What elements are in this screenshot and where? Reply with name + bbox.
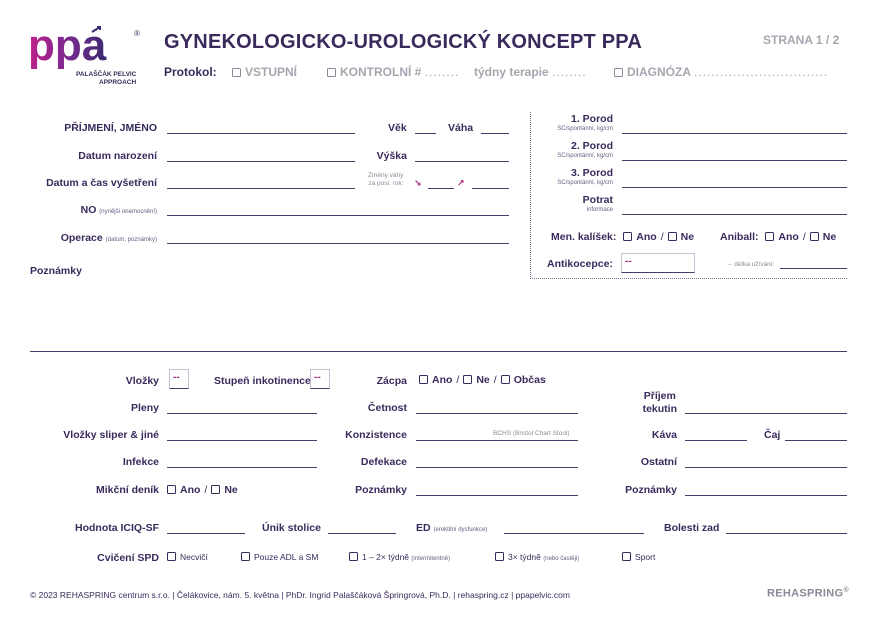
defekace-field[interactable] [416, 467, 578, 468]
konzistence-label: Konzistence [345, 429, 407, 441]
men-kalisek-ne-checkbox[interactable] [668, 232, 677, 241]
cviceni-opt2[interactable]: Pouze ADL a SM [241, 552, 318, 562]
opt1-checkbox[interactable] [167, 552, 176, 561]
page-number: STRANA 1 / 2 [763, 33, 840, 47]
no-field[interactable] [167, 215, 509, 216]
operace-field[interactable] [167, 243, 509, 244]
bolesti-label: Bolesti zad [664, 522, 720, 534]
kava-field[interactable] [685, 440, 747, 441]
cviceni-opt4[interactable]: 3× týdně (nebo častěji) [495, 552, 579, 562]
cviceni-opt3[interactable]: 1 – 2× týdně (intermitentně) [349, 552, 450, 562]
porod1-field[interactable] [622, 133, 847, 134]
potrat-label: Potrat informace [582, 194, 613, 213]
stupen-label: Stupeň inkotinence [214, 375, 311, 387]
svg-text:ppa: ppa [28, 26, 107, 70]
vaha-label: Váha [448, 122, 474, 134]
porod2-label: 2. Porod SC/spontánní, kg/cm [557, 140, 613, 159]
opt2-checkbox[interactable] [241, 552, 250, 561]
prijmeni-label: PŘÍJMENÍ, JMÉNO [64, 122, 157, 134]
logo-subtitle-1: PALAŠČÁK PELVIC [76, 71, 137, 78]
page-title: GYNEKOLOGICKO-UROLOGICKÝ KONCEPT PPA [164, 31, 642, 53]
mikcni-options: Ano / Ne [167, 484, 238, 496]
aniball-ano-checkbox[interactable] [765, 232, 774, 241]
prijem-label: Příjem tekutin [642, 390, 677, 415]
zacpa-obcas-checkbox[interactable] [501, 375, 510, 384]
no-label: NO (nynější onemocnění) [80, 204, 157, 216]
delka-field[interactable] [780, 268, 847, 269]
vaha-field[interactable] [481, 133, 509, 134]
opt5-checkbox[interactable] [622, 552, 631, 561]
antikoncepce-label: Antikocepce: [547, 258, 613, 270]
kava-label: Káva [651, 429, 677, 441]
pleny-field[interactable] [167, 413, 317, 414]
ostatni-field[interactable] [685, 467, 847, 468]
prijmeni-field[interactable] [167, 133, 355, 134]
svg-text:®: ® [134, 29, 140, 38]
antikoncepce-select[interactable]: -- [621, 253, 695, 273]
aniball-row: Aniball: Ano / Ne [720, 231, 837, 243]
caj-label: Čaj [764, 429, 781, 441]
caj-field[interactable] [785, 440, 847, 441]
cetnost-field[interactable] [416, 413, 578, 414]
potrat-field[interactable] [622, 214, 847, 215]
porod3-label: 3. Porod SC/spontánní, kg/cm [557, 167, 613, 186]
weight-up-icon: ↗ [457, 178, 465, 188]
ostatni-label: Ostatní [640, 456, 677, 468]
bolesti-field[interactable] [726, 533, 847, 534]
vstupni-checkbox[interactable] [232, 68, 241, 77]
zacpa-ne-checkbox[interactable] [463, 375, 472, 384]
poznamky-label: Poznámky [30, 265, 82, 277]
zacpa-options: Ano / Ne / Občas [419, 374, 546, 386]
zacpa-label: Zácpa [376, 375, 407, 387]
iciq-field[interactable] [167, 533, 245, 534]
poznamky-right-label: Poznámky [625, 484, 677, 496]
ed-label: ED (erektilní dysfunkce) [416, 522, 488, 534]
unik-field[interactable] [328, 533, 396, 534]
weight-up-field[interactable] [472, 188, 509, 189]
vyska-label: Výška [376, 150, 407, 162]
defekace-label: Defekace [360, 456, 407, 468]
men-kalisek-ano-checkbox[interactable] [623, 232, 632, 241]
ed-field[interactable] [504, 533, 644, 534]
bchs-hint: BCHS (Bristol Chart Stool) [493, 430, 570, 437]
footer-brand: REHASPRING® [767, 587, 849, 600]
unik-label: Únik stolice [262, 522, 321, 534]
poznamky-right-field[interactable] [685, 495, 847, 496]
footer-text: © 2023 REHASPRING centrum s.r.o. | Čelákovice, nám. 5. května | PhDr. Ingrid Palaščáková Špringrová, Ph.D. | rehaspring.cz | ppapelvic.com [30, 590, 570, 600]
vek-field[interactable] [415, 133, 436, 134]
cviceni-opt1[interactable]: Necvičí [167, 552, 208, 562]
porod3-field[interactable] [622, 187, 847, 188]
mikcni-ano-checkbox[interactable] [167, 485, 176, 494]
diagnoza-checkbox[interactable] [614, 68, 623, 77]
logo-subtitle-2: APPROACH [99, 79, 137, 86]
kontrolni-checkbox[interactable] [327, 68, 336, 77]
kontrolni-option[interactable]: KONTROLNÍ # ........ [327, 65, 459, 79]
datum-narozeni-label: Datum narození [78, 150, 157, 162]
poznamky-mid-field[interactable] [416, 495, 578, 496]
tydny-terapie: týdny terapie ........ [474, 65, 587, 79]
infekce-label: Infekce [122, 456, 159, 468]
opt3-checkbox[interactable] [349, 552, 358, 561]
poznamky-mid-label: Poznámky [355, 484, 407, 496]
operace-label: Operace (datum, poznámky) [60, 232, 157, 244]
vlozky-sliper-label: Vložky sliper & jiné [63, 429, 159, 441]
vlozky-label: Vložky [125, 375, 159, 387]
weight-down-icon: ↘ [414, 178, 422, 188]
weight-down-field[interactable] [428, 188, 454, 189]
vstupni-option[interactable]: VSTUPNÍ [232, 65, 297, 79]
porod1-label: 1. Porod SC/spontánní, kg/cm [557, 113, 613, 132]
vlozky-select[interactable]: -- [169, 369, 189, 389]
cviceni-opt5[interactable]: Sport [622, 552, 655, 562]
mikcni-ne-checkbox[interactable] [211, 485, 220, 494]
protokol-label: Protokol: [164, 65, 217, 79]
aniball-ne-checkbox[interactable] [810, 232, 819, 241]
iciq-label: Hodnota ICIQ-SF [75, 522, 159, 534]
cetnost-label: Četnost [367, 402, 407, 414]
vyska-field[interactable] [415, 161, 509, 162]
delka-label: → délka užívání: [726, 261, 775, 268]
porod2-field[interactable] [622, 160, 847, 161]
datum-narozeni-field[interactable] [167, 161, 355, 162]
zacpa-ano-checkbox[interactable] [419, 375, 428, 384]
stupen-select[interactable]: -- [310, 369, 330, 389]
infekce-field[interactable] [167, 467, 317, 468]
opt4-checkbox[interactable] [495, 552, 504, 561]
mikcni-label: Mikční deník [95, 484, 159, 496]
poznamky-field[interactable] [30, 351, 847, 352]
cviceni-label: Cvičení SPD [97, 552, 159, 564]
datum-cas-label: Datum a čas vyšetření [46, 177, 157, 189]
prijem-field[interactable] [685, 413, 847, 414]
pleny-label: Pleny [130, 402, 159, 414]
vlozky-sliper-field[interactable] [167, 440, 317, 441]
vek-label: Věk [388, 122, 407, 134]
diagnoza-option[interactable]: DIAGNÓZA ............................... [614, 65, 828, 79]
zmeny-vahy-label: Změny váhy za posl. rok: [368, 172, 404, 187]
konzistence-field[interactable] [416, 440, 578, 441]
datum-cas-field[interactable] [167, 188, 355, 189]
men-kalisek-row: Men. kalíšek: Ano / Ne [551, 231, 695, 243]
